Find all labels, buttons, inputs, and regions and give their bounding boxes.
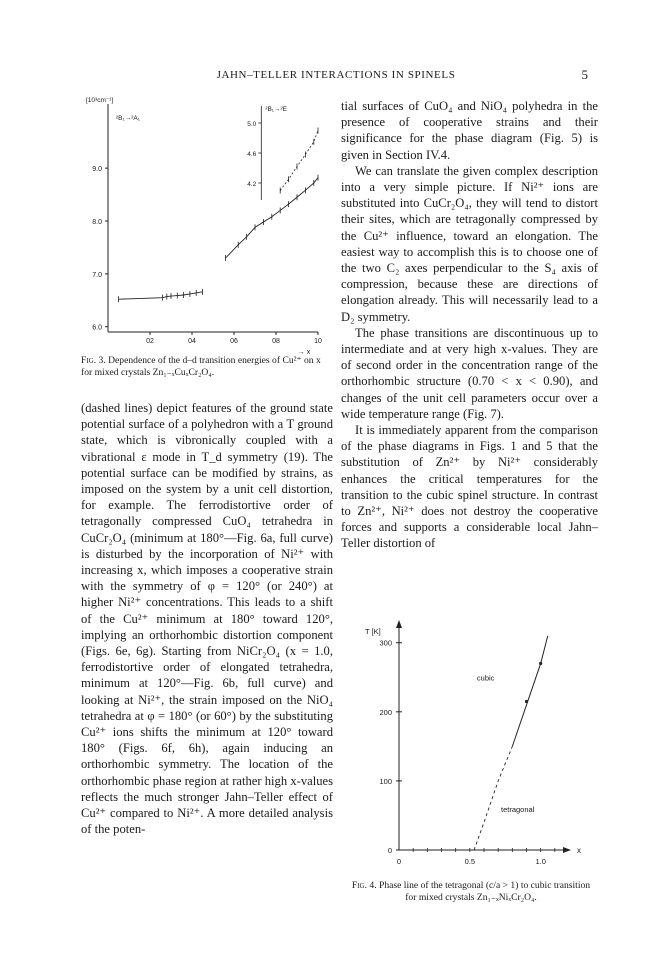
fig3-x-tick-label: 10	[314, 338, 322, 345]
fig4-marks	[474, 636, 548, 850]
fig4-phase-line-dashed	[474, 746, 512, 850]
figure-3-chart	[84, 88, 334, 354]
fig3-x-tick-label: 02	[146, 338, 154, 345]
fig4-region-tetragonal: tetragonal	[501, 805, 535, 814]
fig3-inset-tick-label: 4.2	[247, 181, 257, 188]
fig4-y-tick-label: 300	[379, 638, 392, 648]
fig4-y-tick-label: 100	[379, 776, 392, 786]
fig3-annotation-a1: ²B₁→²A₁	[116, 115, 140, 122]
fig4-y-axis-label: T [K]	[365, 627, 381, 636]
fig3-x-axis-label: → x	[297, 349, 311, 354]
fig3-y-tick-label: 8.0	[92, 219, 102, 226]
fig4-x-tick-label: 0.5	[464, 857, 476, 866]
figure-3-caption	[81, 355, 331, 379]
fig3-y-tick-label: 9.0	[92, 166, 102, 174]
fig4-data-point	[539, 662, 542, 665]
fig3-y-tick-label: 6.0	[92, 324, 102, 332]
figure-3-caption-text: Dependence of the d–d transition energies of Cu²⁺ on x for mixed crystals Zn₁₋ₓCuₓCr₂O₄.	[81, 355, 321, 378]
figure-4-chart	[355, 600, 595, 878]
fig3-annotation-e: ²B₁→²E	[265, 106, 288, 113]
fig4-phase-line-solid	[512, 636, 547, 747]
paragraph: It is immediately apparent from the comparison of the phase diagrams in Figs. 1 and 5 that the substitution of Zn²⁺ by Ni²⁺ considerably enhances the critical temperatures for the transition to the cubic spinel structure. In contrast to Zn²⁺, Ni²⁺ does not destroy the cooperative forces and supports a considerable local Jahn–Teller distortion of	[341, 423, 598, 551]
fig3-y-axis-label: [10³cm⁻¹]	[86, 97, 114, 104]
paragraph: (dashed lines) depict features of the ground state potential surface of a polyhedron with a T ground state, which is vibronically coupled with a vibrational ε mode in T_d symmetry (19). The potential surface can be modified by strains, as imposed on the system by a unit cell distortion, for example. The ferrodistortive order of tetragonally compressed CuO₄ tetrahedra in CuCr₂O₄ (minimum at 180°—Fig. 6a, full curve) is disturbed by the incorporation of Ni²⁺ with increasing x, which imposes a cooperative strain with the symmetry of φ = 120° (or 240°) at higher Ni²⁺ concentrations. This leads to a shift of the Cu²⁺ minimum at 180° toward 120°, implying an orthorhombic distortion component (Figs. 6e, 6g). Starting from NiCr₂O₄ (x = 1.0, ferrodistortive order of elongated tetrahedra, minimum at 120°—Fig. 6b, full curve) and looking at Ni²⁺, the strain imposed on the NiO₄ tetrahedra at φ = 180° (or 60°) by the substituting Cu²⁺ ions shifts the minimum at 120° toward 180° (Figs. 6f, 6h), again inducing an orthorhombic symmetry. The location of the orthorhombic phase region at rather high x-values reflects the much stronger Jahn–Teller effect of Cu²⁺ compared to Ni²⁺. A more detailed analysis of the poten-	[81, 401, 333, 837]
fig3-inset-tick-label: 4.6	[247, 151, 257, 158]
running-head: JAHN–TELLER INTERACTIONS IN SPINELS	[216, 69, 456, 81]
right-column-text	[341, 98, 598, 552]
fig3-axes	[86, 97, 322, 354]
fig3-inset-tick-label: 5.0	[247, 121, 257, 128]
fig3-marks	[116, 106, 318, 302]
fig4-x-axis-label: x	[577, 846, 581, 855]
figure-4-caption	[346, 880, 596, 904]
fig4-x-tick-label: 0	[396, 857, 402, 866]
fig4-x-tick-label: 1.0	[535, 857, 546, 866]
figure-4-caption-text: Phase line of the tetragonal (c/a > 1) to cubic transition for mixed crystals Zn₁₋ₓNiₓCr₂O₄.	[379, 880, 591, 903]
fig3-series-inset	[280, 131, 318, 191]
fig3-y-tick-label: 7.0	[92, 271, 102, 279]
paragraph: tial surfaces of CuO₄ and NiO₄ polyhedra in the presence of cooperative strains and their significance for the phase diagram (Fig. 5) is given in Section IV.4.	[341, 99, 598, 162]
fig4-y-tick-label: 0	[387, 846, 392, 855]
fig4-data-point	[525, 700, 528, 703]
fig3-x-tick-label: 04	[188, 338, 196, 345]
figure-3-label: Fig. 3.	[81, 355, 106, 366]
fig4-y-tick-label: 200	[379, 707, 392, 717]
fig3-x-tick-label: 06	[230, 338, 238, 345]
fig4-y-arrow	[396, 620, 402, 628]
fig4-region-cubic: cubic	[476, 673, 495, 683]
page-number: 5	[581, 67, 588, 82]
left-column-text	[81, 400, 333, 837]
fig4-x-arrow	[563, 847, 571, 853]
paragraph: The phase transitions are discontinuous up to intermediate and at very high x-values. They are of second order in the concentration range of the orthorhombic structure (0.70 < x < 0.90), and changes of the unit cell parameters occur over a wide temperature range (Fig. 7).	[341, 325, 598, 421]
figure-4-label: Fig. 4.	[351, 880, 377, 891]
paragraph: We can translate the given complex description into a very simple picture. If Ni²⁺ ions are substituted into CuCr₂O₄, they will tend to distort their sites, which are tetragonally compressed by the Cu²⁺ influence, toward an elongation. The easiest way to accomplish this is to choose one of the two C₂ axes perpendicular to the S₄ axis of compression, because these are directions of elongation already. This will necessarily lead to a D₂ symmetry.	[341, 163, 598, 324]
fig3-x-tick-label: 08	[272, 338, 280, 345]
fig4-axes	[365, 620, 581, 866]
